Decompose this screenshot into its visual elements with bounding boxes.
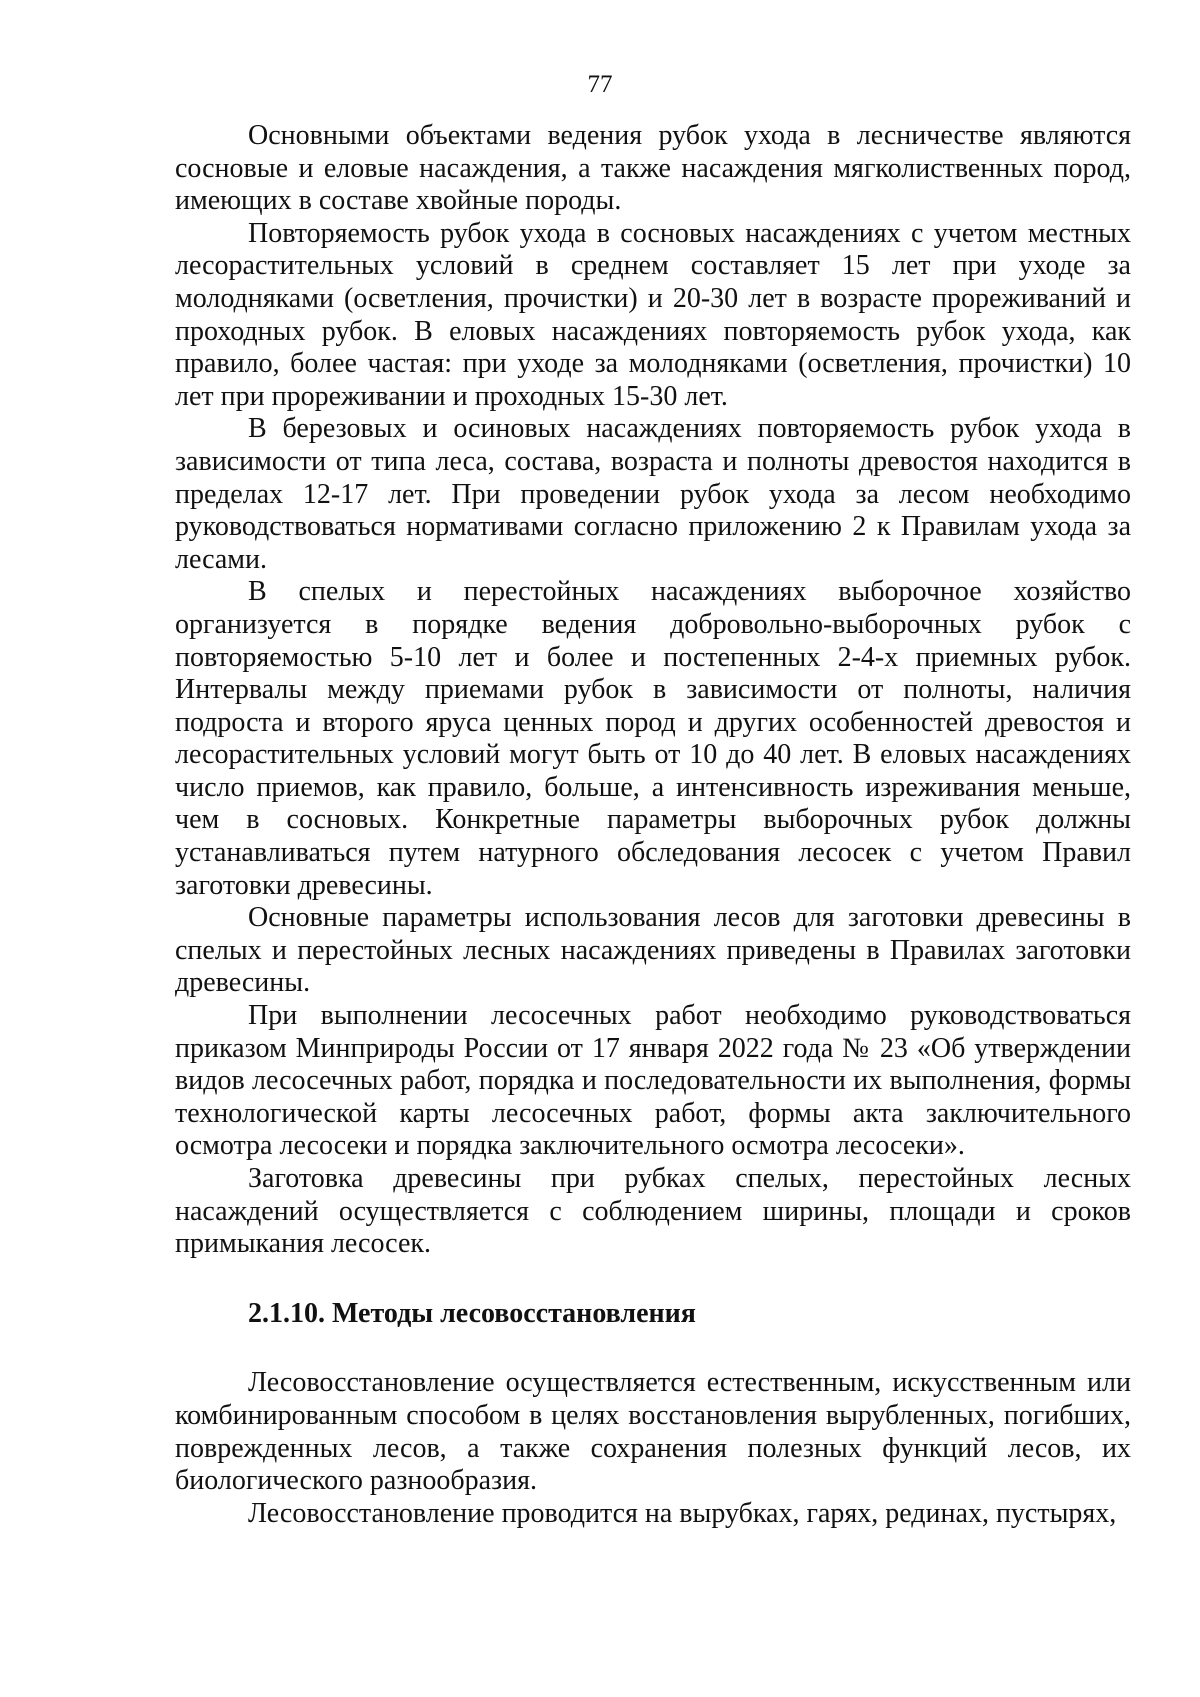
paragraph: Основными объектами ведения рубок ухода в лесничестве являются сосновые и еловые насаждения, а также насаждения мягколиственных пород, имеющих в составе хвойные породы. (175, 120, 1131, 217)
paragraph: Заготовка древесины при рубках спелых, перестойных лесных насаждений осуществляется с соблюдением ширины, площади и сроков примыкания лесосек. (175, 1163, 1131, 1260)
paragraph: При выполнении лесосечных работ необходимо руководствоваться приказом Минприроды России от 17 января 2022 года № 23 «Об утверждении видов лесосечных работ, порядка и последовательности их выполнения, формы технологической карты лесосечных работ, формы акта заключительного осмотра лесосеки и порядка заключительного осмотра лесосеки». (175, 1000, 1131, 1162)
paragraph: Лесовосстановление осуществляется естественным, искусственным или комбинированным способом в целях восстановления вырубленных, погибших, поврежденных лесов, а также сохранения полезных функций лесов, их биологического разнообразия. (175, 1367, 1131, 1497)
paragraph: В березовых и осиновых насаждениях повторяемость рубок ухода в зависимости от типа леса, состава, возраста и полноты древостоя находится в пределах 12-17 лет. При проведении рубок ухода за лесом необходимо руководствоваться нормативами согласно приложению 2 к Правилам ухода за лесами. (175, 413, 1131, 575)
paragraph: Повторяемость рубок ухода в сосновых насаждениях с учетом местных лесорастительных условий в среднем составляет 15 лет при уходе за молодняками (осветления, прочистки) и 20-30 лет в возрасте прореживаний и проходных рубок. В еловых насаждениях повторяемость рубок ухода, как правило, более частая: при уходе за молодняками (осветления, прочистки) 10 лет при прореживании и проходных 15-30 лет. (175, 217, 1131, 412)
paragraph: Основные параметры использования лесов для заготовки древесины в спелых и перестойных лесных насаждениях приведены в Правилах заготовки древесины. (175, 902, 1131, 999)
section-heading: 2.1.10. Методы лесовосстановления (248, 1297, 696, 1329)
page-number: 77 (587, 71, 613, 98)
page-body (175, 120, 1131, 1530)
paragraph: В спелых и перестойных насаждениях выборочное хозяйство организуется в порядке ведения добровольно-выборочных рубок с повторяемостью 5-10 лет и более и постепенных 2-4-х приемных рубок. Интервалы между приемами рубок в зависимости от полноты, наличия подроста и второго яруса ценных пород и других особенностей древостоя и лесорастительных условий могут быть от 10 до 40 лет. В еловых насаждениях число приемов, как правило, больше, а интенсивность изреживания меньше, чем в сосновых. Конкретные параметры выборочных рубок должны устанавливаться путем натурного обследования лесосек с учетом Правил заготовки древесины. (175, 576, 1131, 901)
paragraph: Лесовосстановление проводится на вырубках, гарях, рединах, пустырях, (248, 1497, 1117, 1529)
